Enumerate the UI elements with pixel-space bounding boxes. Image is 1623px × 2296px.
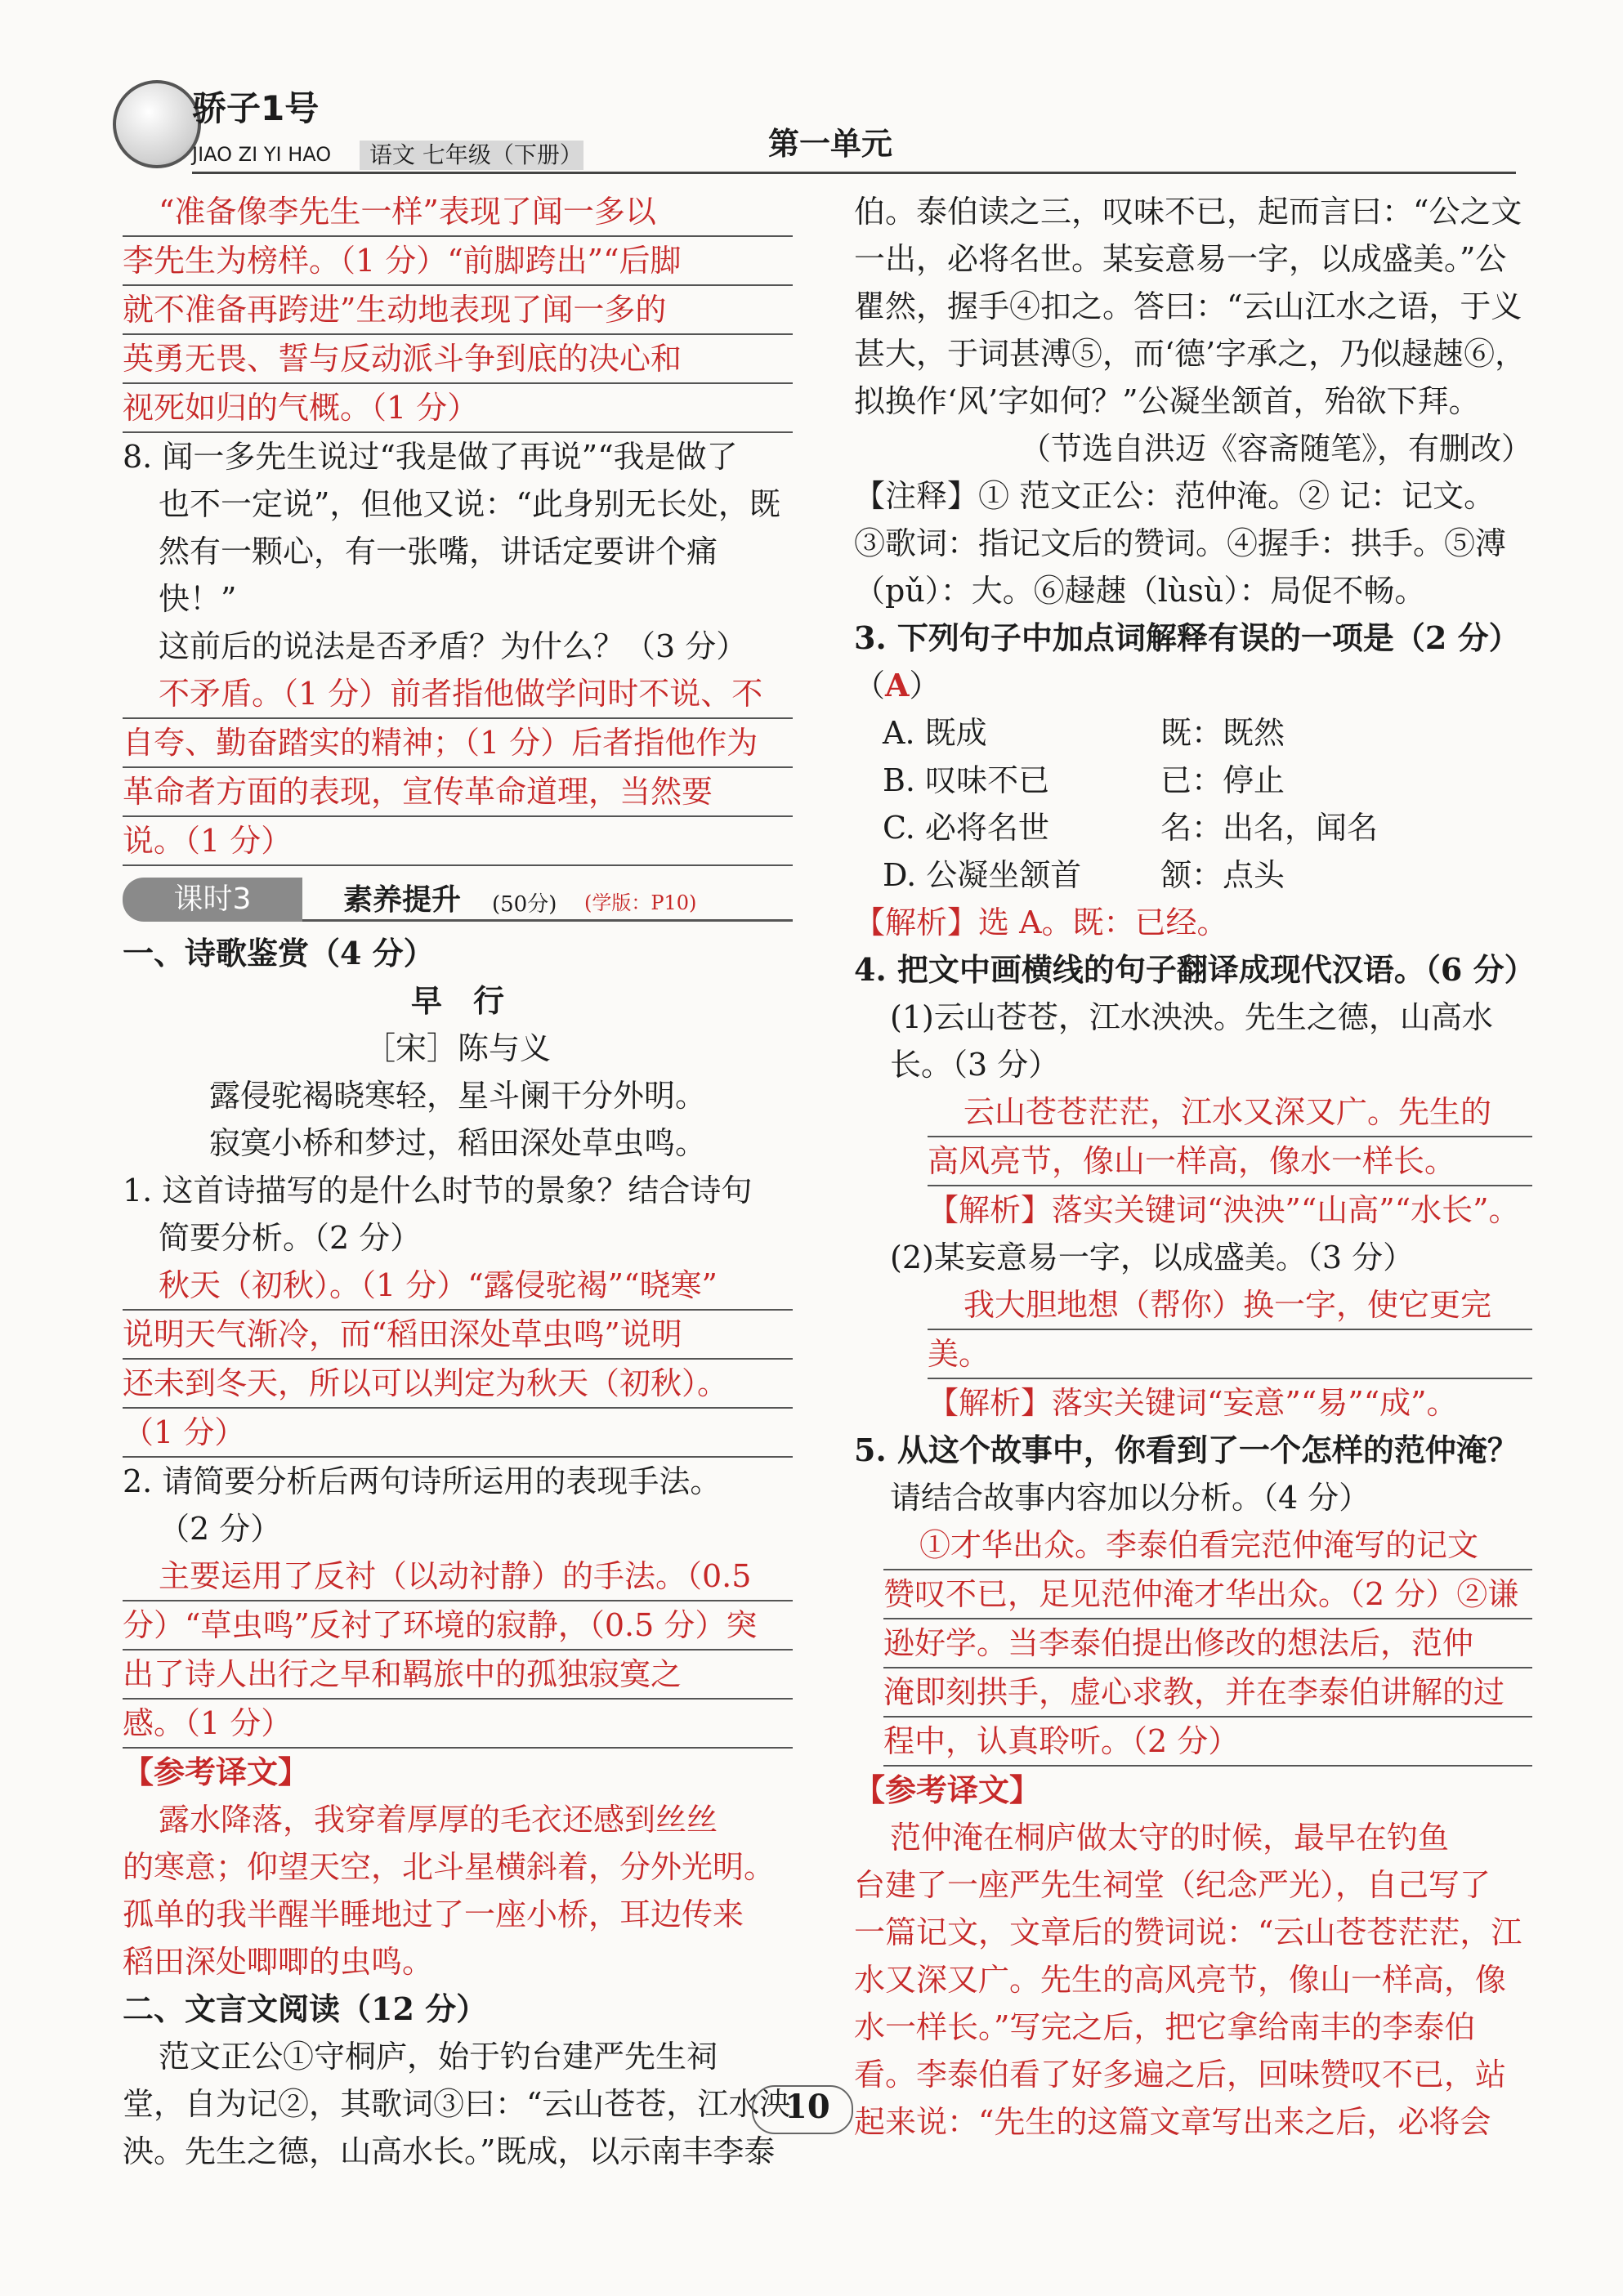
- left-column: [123, 188, 793, 2175]
- header-divider: [192, 172, 1516, 174]
- unit-title: 第一单元: [768, 125, 893, 162]
- answer-7: “准备像李先生一样”表现了闻一多以 李先生为榜样。（1 分）“前脚跨出”“后脚 就不准备再跨进”生动地表现了闻一多的 英勇无畏、誓与反动派斗争到底的决心和 视死如归的气概。（1 分）: [123, 188, 793, 433]
- option-d: D. 公凝坐颔首 颔：点头: [883, 857, 1285, 893]
- source-note: （节选自洪迈《容斋随笔》，有删改）: [1019, 431, 1532, 467]
- lesson-score: (50分): [492, 892, 557, 917]
- globe-logo-icon: [113, 80, 201, 168]
- reference-translation: 范仲淹在桐庐做太守的时候，最早在钓鱼 台建了一座严先生祠堂（纪念严光），自己写了 一篇记文，文章后的赞词说：“云山苍苍茫茫，江 水又深又广。先生的高风亮节，像山一样高，像 水一样长。”写完之后，把它拿给南丰的李泰伯 看。李泰伯看了好多遍之后，回味赞叹不已，站 起来说：“先生的这篇文章写出来之后，必将会: [854, 1820, 1522, 2140]
- poem-line: 露侵驼褐晓寒轻，星斗阑干分外明。: [208, 1078, 706, 1114]
- question-4: 4. 把文中画横线的句子翻译成现代汉语。（6 分）: [854, 951, 1536, 988]
- answer-4-1: 云山苍苍茫茫，江水又深又广。先生的 高风亮节，像山一样高，像水一样长。: [928, 1088, 1532, 1186]
- annotations: 【注释】① 范文正公：范仲淹。② 记：记文。 ③歌词：指记文后的赞词。④握手：拱手。⑤溥 （pǔ）：大。⑥趢趚（lùsù）：局促不畅。: [854, 478, 1507, 609]
- reference-translation: 露水降落，我穿着厚厚的毛衣还感到丝丝 的寒意；仰望天空，北斗星横斜着，分外光明。 孤单的我半醒半睡地过了一座小桥，耳边传来 稻田深处唧唧的虫鸣。: [123, 1802, 776, 1980]
- brand-name: 骄子1号: [192, 88, 320, 128]
- option-b: B. 叹味不已 已：停止: [883, 762, 1285, 798]
- lesson-name: 素养提升: [343, 882, 462, 917]
- right-column: [854, 188, 1536, 2146]
- reference-translation-title: 【参考译文】: [854, 1771, 1041, 1808]
- question-8: 8. 闻一多先生说过“我是做了再说”“我是做了 也不一定说”，但他又说：“此身别无长处，既 然有一颗心，有一张嘴，讲话定要讲个痛快！” 这前后的说法是否矛盾？为什么？（3 分）: [123, 439, 780, 664]
- poem-title: 早 行: [410, 982, 504, 1019]
- answer-4-2-analysis: 【解析】落实关键词“妄意”“易”“成”。: [928, 1385, 1458, 1421]
- question-5: 5. 从这个故事中，你看到了一个怎样的范仲淹？ 请结合故事内容加以分析。（4 分）: [854, 1432, 1518, 1516]
- question-3: 3. 下列句子中加点词解释有误的一项是（2 分）: [854, 619, 1520, 656]
- lesson-tab: 课时3: [123, 878, 302, 922]
- page-number: 10: [785, 2088, 830, 2126]
- section-classical: 二、文言文阅读（12 分）: [123, 1990, 488, 2027]
- answer-2: 主要运用了反衬（以动衬静）的手法。（0.5 分）“草虫鸣”反衬了环境的寂静，（0.5 分）突 出了诗人出行之早和羁旅中的孤独寂寞之 感。（1 分）: [123, 1552, 793, 1749]
- classical-text-continued: 伯。泰伯读之三，叹味不已，起而言曰：“公之文 一出，必将名世。某妄意易一字，以成盛美。”公 瞿然，握手④扣之。答曰：“云山江水之语，于义 甚大，于词甚溥⑤，而‘德’字承之，乃似趢趚⑥， 拟换作‘风’字如何？”公凝坐颔首，殆欲下拜。: [854, 194, 1527, 419]
- classical-text: 范文正公①守桐庐，始于钓台建严先生祠 堂，自为记②，其歌词③曰：“云山苍苍，江水泱 泱。先生之德，山高水长。”既成，以示南丰李泰: [123, 2039, 791, 2169]
- question-2: 2. 请简要分析后两句诗所运用的表现手法。 （2 分）: [123, 1463, 722, 1547]
- answer-1: 秋天（初秋）。（1 分）“露侵驼褐”“晓寒” 说明天气渐冷，而“稻田深处草虫鸣”说明 还未到冬天，所以可以判定为秋天（初秋）。 （1 分）: [123, 1262, 793, 1458]
- question-4-1: (1)云山苍苍，江水泱泱。先生之德，山高水 长。（3 分）: [890, 999, 1493, 1083]
- option-a: A. 既成 既：既然: [883, 715, 1285, 751]
- lesson-banner: [123, 878, 793, 925]
- answer-5: ①才华出众。李泰伯看完范仲淹写的记文 赞叹不已，足见范仲淹才华出众。（2 分）②谦 逊好学。当李泰伯提出修改的想法后，范仲 淹即刻拱手，虚心求教，并在李泰伯讲解的过 程中，认真聆听。（2 分）: [883, 1521, 1532, 1767]
- question-3-analysis: 【解析】选 A。既：已经。: [854, 905, 1228, 940]
- poem-author: ［宋］陈与义: [364, 1030, 551, 1066]
- section-poetry: 一、诗歌鉴赏（4 分）: [123, 935, 435, 972]
- question-3-answer: （A）: [854, 667, 941, 704]
- reference-translation-title: 【参考译文】: [123, 1753, 310, 1790]
- lesson-underline: [302, 919, 793, 922]
- page-header: [0, 0, 1623, 176]
- lesson-reference: (学版：P10): [584, 891, 697, 914]
- answer-8: 不矛盾。（1 分）前者指他做学问时不说、不 自夸、勤奋踏实的精神；（1 分）后者指他作为 革命者方面的表现，宣传革命道理，当然要 说。（1 分）: [123, 670, 793, 866]
- subject-tag: 语文 七年级（下册）: [360, 141, 583, 170]
- answer-4-1-analysis: 【解析】落实关键词“泱泱”“山高”“水长”。: [928, 1192, 1520, 1228]
- question-1: 1. 这首诗描写的是什么时节的景象？结合诗句 简要分析。（2 分）: [123, 1173, 753, 1256]
- poem-line: 寂寞小桥和梦过，稻田深处草虫鸣。: [208, 1125, 706, 1161]
- brand-english: JIAO ZI YI HAO: [192, 143, 332, 166]
- option-c: C. 必将名世 名：出名，闻名: [883, 810, 1379, 846]
- answer-4-2: 我大胆地想（帮你）换一字，使它更完 美。: [928, 1281, 1532, 1379]
- question-4-2: (2)某妄意易一字，以成盛美。（3 分）: [890, 1240, 1415, 1275]
